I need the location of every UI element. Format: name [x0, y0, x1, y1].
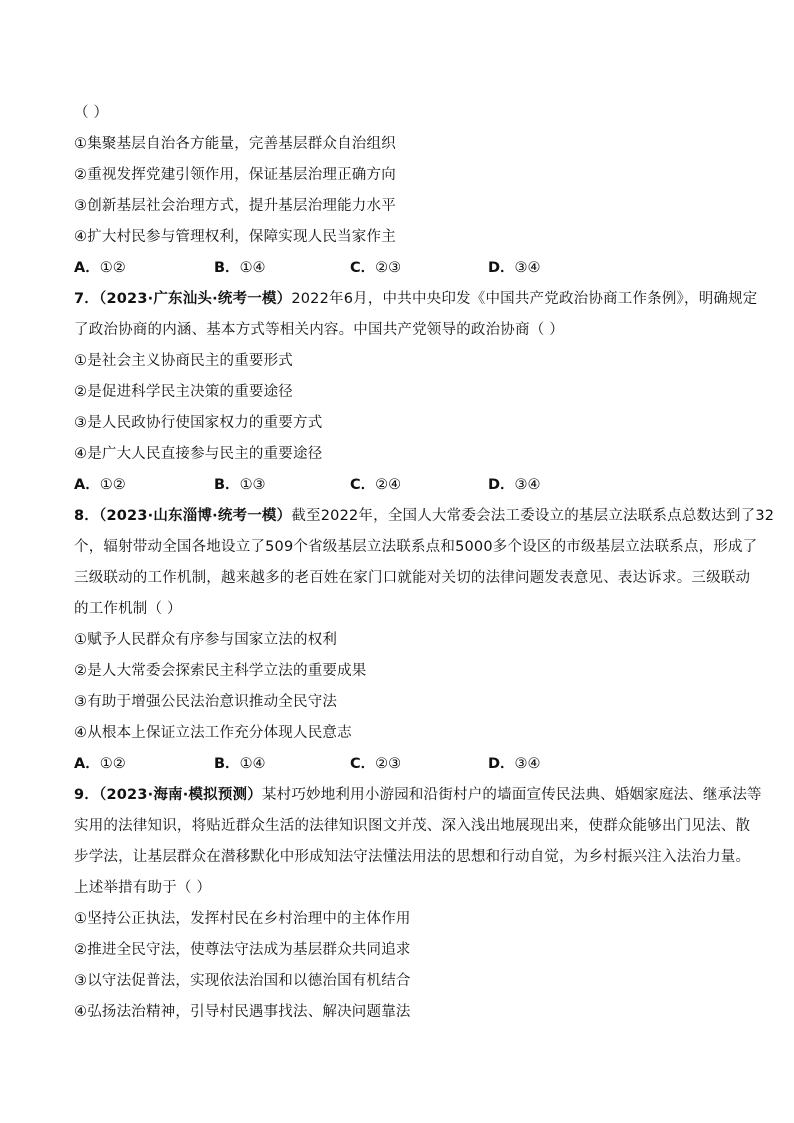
q9-option-2: ②推进全民守法，使尊法守法成为基层群众共同追求 — [74, 942, 411, 958]
q7-source: （2023·广东汕头·统考一模） — [99, 291, 292, 307]
q6-option-1: ①集聚基层自治各方能量，完善基层群众自治组织 — [74, 136, 396, 152]
q9-option-1: ①坚持公正执法，发挥村民在乡村治理中的主体作用 — [74, 911, 411, 927]
q8-option-2: ②是人大常委会探索民主科学立法的重要成果 — [74, 663, 367, 679]
q8-answer-d[interactable]: D．③④ — [488, 756, 541, 772]
q8-option-1: ①赋予人民群众有序参与国家立法的权利 — [74, 632, 338, 648]
q9-stem-line-3: 步学法，让基层群众在潜移默化中形成知法守法懂法用法的思想和行动自觉，为乡村振兴注入法治力量。 — [74, 849, 751, 865]
q7-answer-d[interactable]: D．③④ — [488, 477, 541, 493]
q8-option-4: ④从根本上保证立法工作充分体现人民意志 — [74, 725, 352, 741]
q7-option-4: ④是广大人民直接参与民主的重要途径 — [74, 446, 323, 462]
q6-answer-a[interactable]: A．①② — [74, 260, 126, 276]
q6-option-2: ②重视发挥党建引领作用，保证基层治理正确方向 — [74, 167, 396, 183]
q9-stem-line-2: 实用的法律知识，将贴近群众生活的法律知识图文并茂、深入浅出地展现出来，使群众能够出门见法、散 — [74, 818, 751, 834]
q8-source: （2023·山东淄博·统考一模） — [99, 508, 292, 524]
q8-stem-line-3: 三级联动的工作机制，越来越多的老百姓在家门口就能对关切的法律问题发表意见、表达诉求。三级联动 — [74, 570, 751, 586]
q9-stem-line-4: 上述举措有助于（ ） — [74, 880, 212, 896]
q7-stem-line-1: 7．（2023·广东汕头·统考一模）2022年6月，中共中央印发《中国共产党政治协商工作条例》，明确规定 — [74, 291, 758, 307]
q7-answer-a[interactable]: A．①② — [74, 477, 126, 493]
q8-answer-row — [74, 755, 734, 773]
q9-stem-line-1: 9．（2023·海南·模拟预测）某村巧妙地利用小游园和沿街村户的墙面宣传民法典、婚姻家庭法、继承法等 — [74, 787, 762, 803]
q8-answer-b[interactable]: B．①④ — [214, 756, 266, 772]
q8-stem-line-2: 个，辐射带动全国各地设立了509个省级基层立法联系点和5000多个设区的市级基层立法联系点，形成了 — [74, 539, 758, 555]
q9-source: （2023·海南·模拟预测） — [99, 787, 262, 803]
q8-number: 8． — [74, 508, 99, 524]
q7-stem-line-2: 了政治协商的内涵、基本方式等相关内容。中国共产党领导的政治协商（ ） — [74, 322, 564, 338]
q7-option-1: ①是社会主义协商民主的重要形式 — [74, 353, 293, 369]
q6-option-4: ④扩大村民参与管理权利，保障实现人民当家作主 — [74, 229, 396, 245]
q7-option-2: ②是促进科学民主决策的重要途径 — [74, 384, 293, 400]
q9-option-3: ③以守法促普法，实现依法治国和以德治国有机结合 — [74, 973, 411, 989]
q8-option-3: ③有助于增强公民法治意识推动全民守法 — [74, 694, 338, 710]
q6-option-3: ③创新基层社会治理方式，提升基层治理能力水平 — [74, 198, 396, 214]
q7-answer-c[interactable]: C．②④ — [350, 477, 402, 493]
q6-answer-c[interactable]: C．②③ — [350, 260, 402, 276]
q6-stem-tail: （ ） — [74, 105, 109, 121]
q8-stem-line-4: 的工作机制（ ） — [74, 601, 182, 617]
q8-answer-c[interactable]: C．②③ — [350, 756, 402, 772]
q7-answer-b[interactable]: B．①③ — [214, 477, 266, 493]
q8-stem-line-1: 8．（2023·山东淄博·统考一模）截至2022年，全国人大常委会法工委设立的基层立法联系点总数达到了32 — [74, 508, 775, 524]
q9-number: 9． — [74, 787, 99, 803]
q9-option-4: ④弘扬法治精神，引导村民遇事找法、解决问题靠法 — [74, 1004, 411, 1020]
q6-answer-b[interactable]: B．①④ — [214, 260, 266, 276]
q6-answer-d[interactable]: D．③④ — [488, 260, 541, 276]
q7-number: 7． — [74, 291, 99, 307]
q6-answer-row — [74, 259, 734, 277]
q7-answer-row — [74, 476, 734, 494]
q8-answer-a[interactable]: A．①② — [74, 756, 126, 772]
q7-option-3: ③是人民政协行使国家权力的重要方式 — [74, 415, 323, 431]
